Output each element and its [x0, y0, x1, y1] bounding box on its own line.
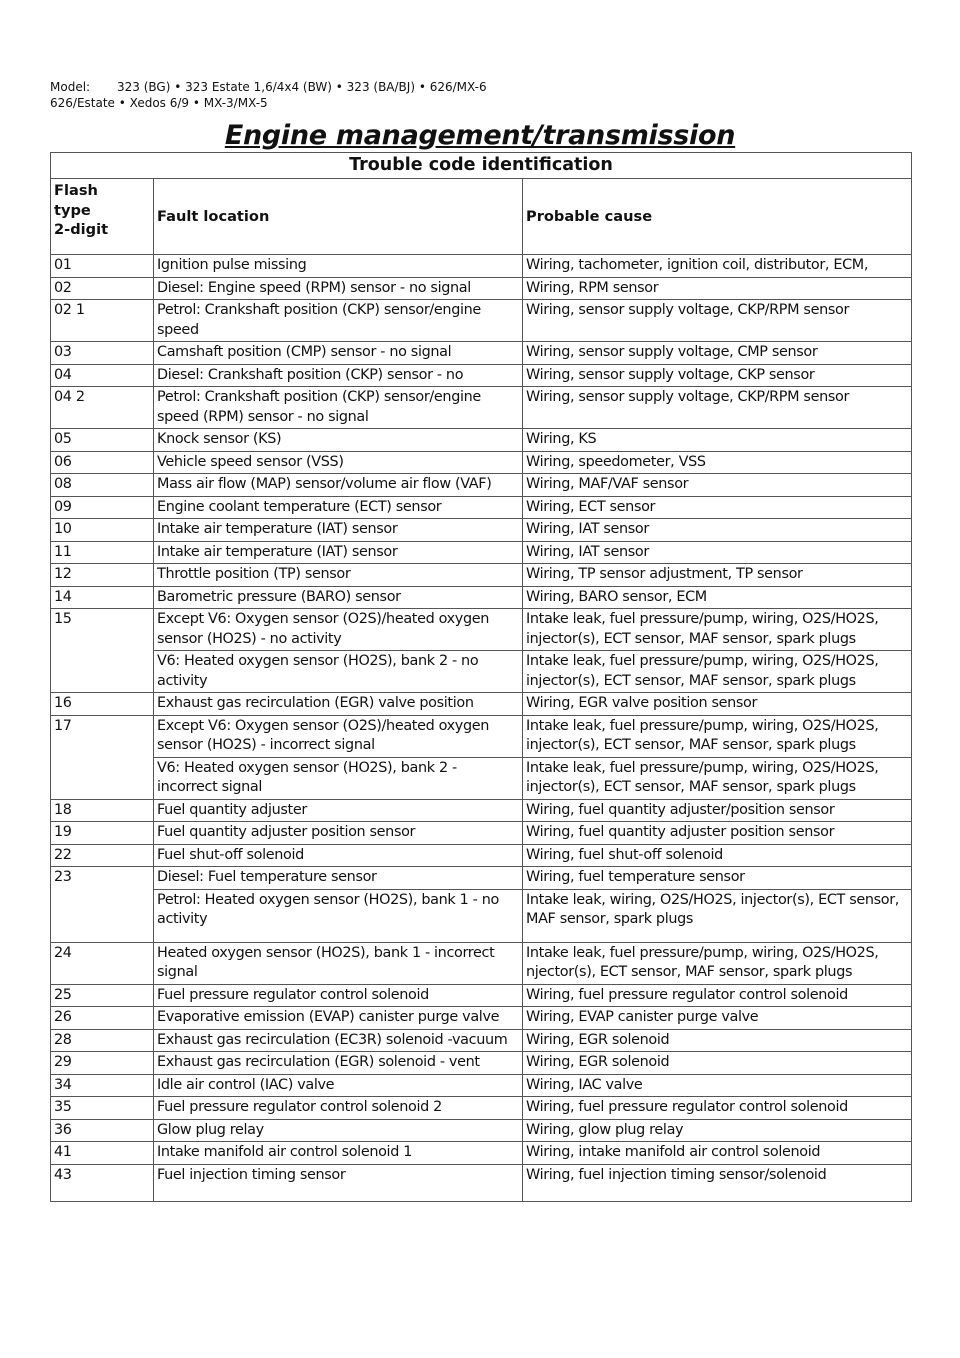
probable-cause-cell: Intake leak, fuel pressure/pump, wiring, O2S/HO2S, injector(s), ECT sensor, MAF sensor, spark plugs	[523, 651, 912, 693]
probable-cause-cell: Wiring, RPM sensor	[523, 277, 912, 300]
code-cell: 34	[51, 1074, 154, 1097]
table-row	[51, 1052, 912, 1075]
code-cell: 23	[51, 867, 154, 943]
probable-cause-cell: Wiring, fuel temperature sensor	[523, 867, 912, 890]
table-row	[51, 693, 912, 716]
fault-location-cell: Fuel quantity adjuster	[154, 799, 523, 822]
table-row	[51, 889, 912, 942]
code-cell: 04	[51, 364, 154, 387]
probable-cause-cell: Wiring, fuel quantity adjuster/position sensor	[523, 799, 912, 822]
table-row	[51, 1142, 912, 1165]
table-row	[51, 387, 912, 429]
fault-location-cell: Except V6: Oxygen sensor (O2S)/heated oxygen sensor (HO2S) - incorrect signal	[154, 715, 523, 757]
table-row	[51, 1029, 912, 1052]
code-cell: 28	[51, 1029, 154, 1052]
probable-cause-cell: Wiring, fuel shut-off solenoid	[523, 844, 912, 867]
table-row	[51, 586, 912, 609]
code-cell: 06	[51, 451, 154, 474]
probable-cause-cell: Wiring, TP sensor adjustment, TP sensor	[523, 564, 912, 587]
probable-cause-cell: Wiring, intake manifold air control solenoid	[523, 1142, 912, 1165]
fault-location-cell: Glow plug relay	[154, 1119, 523, 1142]
code-cell: 29	[51, 1052, 154, 1075]
fault-location-cell: Intake manifold air control solenoid 1	[154, 1142, 523, 1165]
probable-cause-cell: Wiring, IAT sensor	[523, 541, 912, 564]
fault-location-cell: Engine coolant temperature (ECT) sensor	[154, 496, 523, 519]
probable-cause-cell: Wiring, EVAP canister purge valve	[523, 1007, 912, 1030]
fault-location-cell: Barometric pressure (BARO) sensor	[154, 586, 523, 609]
probable-cause-cell: Wiring, speedometer, VSS	[523, 451, 912, 474]
fault-location-cell: Fuel quantity adjuster position sensor	[154, 822, 523, 845]
fault-location-cell: Petrol: Heated oxygen sensor (HO2S), bank 1 - no activity	[154, 889, 523, 942]
probable-cause-cell: Intake leak, fuel pressure/pump, wiring, O2S/HO2S, injector(s), ECT sensor, MAF sensor, spark plugs	[523, 757, 912, 799]
table-row	[51, 277, 912, 300]
table-row	[51, 519, 912, 542]
probable-cause-cell: Wiring, sensor supply voltage, CKP/RPM sensor	[523, 300, 912, 342]
probable-cause-cell: Wiring, tachometer, ignition coil, distributor, ECM,	[523, 255, 912, 278]
code-cell: 04 2	[51, 387, 154, 429]
probable-cause-cell: Wiring, ECT sensor	[523, 496, 912, 519]
table-row	[51, 541, 912, 564]
fault-location-cell: Throttle position (TP) sensor	[154, 564, 523, 587]
probable-cause-cell: Wiring, sensor supply voltage, CKP sensor	[523, 364, 912, 387]
table-row	[51, 651, 912, 693]
table-row	[51, 496, 912, 519]
probable-cause-cell: Wiring, IAC valve	[523, 1074, 912, 1097]
fault-location-cell: Diesel: Crankshaft position (CKP) sensor - no	[154, 364, 523, 387]
model-list: 323 (BG) • 323 Estate 1,6/4x4 (BW) • 323 (BA/BJ) • 626/MX-6	[117, 80, 487, 94]
fault-location-cell: Intake air temperature (IAT) sensor	[154, 541, 523, 564]
fault-location-cell: Exhaust gas recirculation (EGR) valve position	[154, 693, 523, 716]
probable-cause-cell: Wiring, KS	[523, 429, 912, 452]
column-header-fault: Fault location	[154, 179, 523, 255]
code-cell: 15	[51, 609, 154, 693]
probable-cause-cell: Wiring, IAT sensor	[523, 519, 912, 542]
fault-location-cell: Heated oxygen sensor (HO2S), bank 1 - incorrect signal	[154, 942, 523, 984]
probable-cause-cell: Wiring, EGR valve position sensor	[523, 693, 912, 716]
fault-location-cell: Except V6: Oxygen sensor (O2S)/heated oxygen sensor (HO2S) - no activity	[154, 609, 523, 651]
table-row	[51, 822, 912, 845]
table-row	[51, 715, 912, 757]
fault-location-cell: Camshaft position (CMP) sensor - no signal	[154, 342, 523, 365]
probable-cause-cell: Intake leak, wiring, O2S/HO2S, injector(s), ECT sensor, MAF sensor, spark plugs	[523, 889, 912, 942]
table-row	[51, 799, 912, 822]
probable-cause-cell: Wiring, EGR solenoid	[523, 1052, 912, 1075]
code-cell: 24	[51, 942, 154, 984]
fault-location-cell: Fuel pressure regulator control solenoid	[154, 984, 523, 1007]
probable-cause-cell: Intake leak, fuel pressure/pump, wiring, O2S/HO2S, injector(s), ECT sensor, MAF sensor, spark plugs	[523, 609, 912, 651]
code-cell: 43	[51, 1164, 154, 1202]
code-cell: 22	[51, 844, 154, 867]
table-row	[51, 564, 912, 587]
probable-cause-cell: Wiring, fuel quantity adjuster position sensor	[523, 822, 912, 845]
table-caption: Trouble code identification	[51, 153, 912, 179]
code-cell: 19	[51, 822, 154, 845]
table-row	[51, 1074, 912, 1097]
probable-cause-cell: Wiring, fuel pressure regulator control solenoid	[523, 984, 912, 1007]
probable-cause-cell: Intake leak, fuel pressure/pump, wiring, O2S/HO2S, injector(s), ECT sensor, MAF sensor, spark plugs	[523, 715, 912, 757]
column-header-cause: Probable cause	[523, 179, 912, 255]
fault-location-cell: Evaporative emission (EVAP) canister purge valve	[154, 1007, 523, 1030]
code-cell: 08	[51, 474, 154, 497]
code-cell: 09	[51, 496, 154, 519]
model-label: Model:	[50, 80, 91, 94]
fault-location-cell: Knock sensor (KS)	[154, 429, 523, 452]
fault-location-cell: Fuel injection timing sensor	[154, 1164, 523, 1202]
code-cell: 26	[51, 1007, 154, 1030]
probable-cause-cell: Wiring, fuel injection timing sensor/solenoid	[523, 1164, 912, 1202]
fault-location-cell: Diesel: Engine speed (RPM) sensor - no signal	[154, 277, 523, 300]
code-cell: 35	[51, 1097, 154, 1120]
table-row	[51, 1097, 912, 1120]
probable-cause-cell: Wiring, sensor supply voltage, CKP/RPM sensor	[523, 387, 912, 429]
table-row	[51, 342, 912, 365]
table-row	[51, 255, 912, 278]
fault-location-cell: Exhaust gas recirculation (EGR) solenoid - vent	[154, 1052, 523, 1075]
fault-location-cell: Ignition pulse missing	[154, 255, 523, 278]
table-row	[51, 757, 912, 799]
code-cell: 02 1	[51, 300, 154, 342]
probable-cause-cell: Intake leak, fuel pressure/pump, wiring, O2S/HO2S, njector(s), ECT sensor, MAF sensor, spark plugs	[523, 942, 912, 984]
fault-location-cell: Petrol: Crankshaft position (CKP) sensor/engine speed	[154, 300, 523, 342]
code-cell: 25	[51, 984, 154, 1007]
table-body	[51, 255, 912, 1202]
code-cell: 16	[51, 693, 154, 716]
table-row	[51, 300, 912, 342]
probable-cause-cell: Wiring, EGR solenoid	[523, 1029, 912, 1052]
fault-location-cell: Exhaust gas recirculation (EC3R) solenoid -vacuum	[154, 1029, 523, 1052]
code-cell: 05	[51, 429, 154, 452]
code-cell: 10	[51, 519, 154, 542]
table-row	[51, 451, 912, 474]
code-cell: 14	[51, 586, 154, 609]
code-cell: 18	[51, 799, 154, 822]
table-row	[51, 429, 912, 452]
page-title: Engine management/transmission	[224, 120, 736, 151]
fault-location-cell: Petrol: Crankshaft position (CKP) sensor/engine speed (RPM) sensor - no signal	[154, 387, 523, 429]
code-cell: 02	[51, 277, 154, 300]
table-row	[51, 474, 912, 497]
model-line-1	[50, 79, 487, 95]
code-cell: 41	[51, 1142, 154, 1165]
probable-cause-cell: Wiring, MAF/VAF sensor	[523, 474, 912, 497]
table-header-row	[51, 179, 912, 255]
probable-cause-cell: Wiring, fuel pressure regulator control solenoid	[523, 1097, 912, 1120]
table-row	[51, 942, 912, 984]
table-row	[51, 984, 912, 1007]
probable-cause-cell: Wiring, glow plug relay	[523, 1119, 912, 1142]
fault-location-cell: V6: Heated oxygen sensor (HO2S), bank 2 - no activity	[154, 651, 523, 693]
probable-cause-cell: Wiring, BARO sensor, ECM	[523, 586, 912, 609]
code-cell: 36	[51, 1119, 154, 1142]
fault-location-cell: V6: Heated oxygen sensor (HO2S), bank 2 - incorrect signal	[154, 757, 523, 799]
fault-location-cell: Mass air flow (MAP) sensor/volume air flow (VAF)	[154, 474, 523, 497]
code-cell: 03	[51, 342, 154, 365]
fault-location-cell: Diesel: Fuel temperature sensor	[154, 867, 523, 890]
column-header-flash: Flash type 2-digit	[51, 179, 154, 255]
table-row	[51, 844, 912, 867]
table-row	[51, 364, 912, 387]
fault-location-cell: Idle air control (IAC) valve	[154, 1074, 523, 1097]
table-row	[51, 1119, 912, 1142]
probable-cause-cell: Wiring, sensor supply voltage, CMP sensor	[523, 342, 912, 365]
table-row	[51, 867, 912, 890]
table-row	[51, 1164, 912, 1202]
fault-location-cell: Fuel pressure regulator control solenoid 2	[154, 1097, 523, 1120]
code-cell: 12	[51, 564, 154, 587]
table-row	[51, 1007, 912, 1030]
fault-location-cell: Fuel shut-off solenoid	[154, 844, 523, 867]
fault-location-cell: Intake air temperature (IAT) sensor	[154, 519, 523, 542]
code-cell: 01	[51, 255, 154, 278]
table-row	[51, 609, 912, 651]
fault-location-cell: Vehicle speed sensor (VSS)	[154, 451, 523, 474]
code-cell: 17	[51, 715, 154, 799]
code-cell: 11	[51, 541, 154, 564]
trouble-code-table	[50, 152, 912, 1202]
model-info	[50, 79, 487, 111]
model-line-2: 626/Estate • Xedos 6/9 • MX-3/MX-5	[50, 96, 268, 110]
